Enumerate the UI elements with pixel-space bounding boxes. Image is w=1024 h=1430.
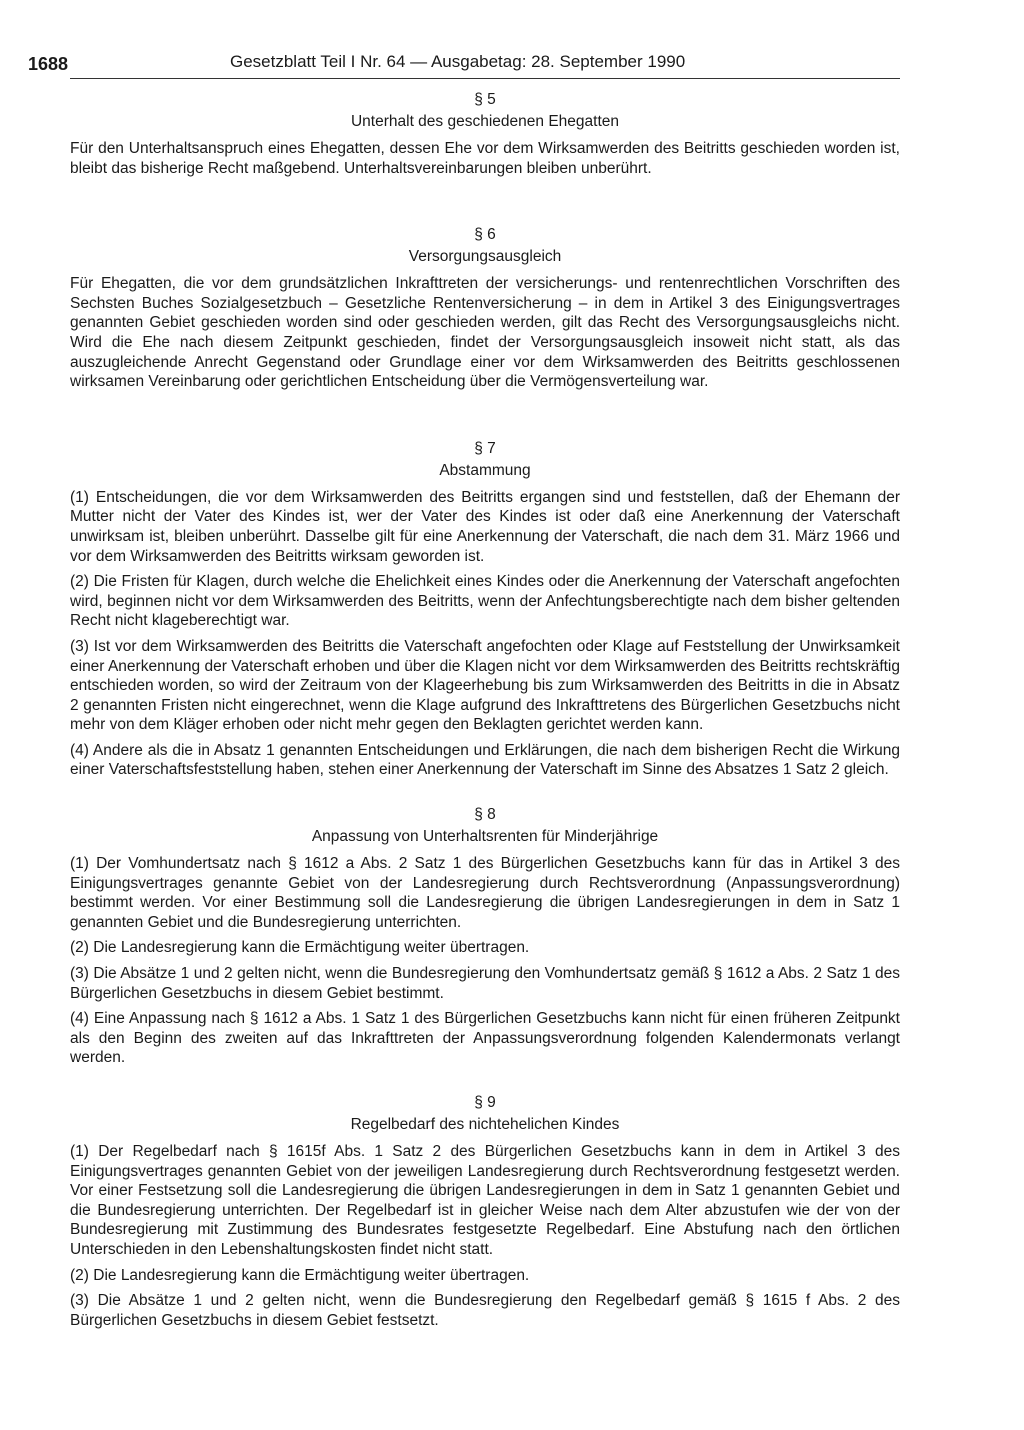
paragraph: (4) Andere als die in Absatz 1 genannten Entscheidungen und Erklärungen, die nach dem bisherigen Recht die Wirkung einer Vaterschaftsfeststellung haben, stehen einer Anerkennung der Vaterschaft im Sinne des Absatzes 1 Satz 2 gleich. (70, 741, 900, 779)
section-sign: § 6 (474, 226, 496, 244)
page-number: 1688 (28, 54, 69, 74)
section-title: Unterhalt des geschiedenen Ehegatten (350, 113, 619, 130)
paragraph: (4) Eine Anpassung nach § 1612 a Abs. 1 Satz 1 des Bürgerlichen Gesetzbuchs kann nicht für einen früheren Zeitpunkt als den Beginn des zweiten auf das Inkrafttreten der Anpassungsverordnung folgenden Kalendermonats verlangt werden. (70, 1010, 900, 1067)
paragraph: (2) Die Fristen für Klagen, durch welche die Ehelichkeit eines Kindes oder die Anerkennung der Vaterschaft angefochten wird, beginnen nicht vor dem Wirksamwerden des Beitritts, wenn der Anfechtungsberechtigte nach dem bisher geltenden Recht nicht klageberechtigt war. (70, 573, 900, 630)
gazette-header-title: Gesetzblatt Teil I Nr. 64 — Ausgabetag: 28. September 1990 (230, 52, 686, 71)
section-sign: § 5 (474, 91, 496, 108)
section-title: Abstammung (439, 461, 531, 479)
section-sign: § 9 (474, 1094, 496, 1111)
paragraph: Für Ehegatten, die vor dem grundsätzlichen Inkrafttreten der versicherungs- und rentenrechtlichen Vorschriften des Sechsten Buches Sozialgesetzbuch – Gesetzliche Rentenversicherung – in dem in Artikel 3 des Einigungsvertrages genannten Gebiet geschieden worden sind oder geschieden werden, gilt das Recht des Versorgungsausgleichs nicht. Wird die Ehe nach diesem Zeitpunkt geschieden, findet der Versorgungsausgleich insoweit nicht statt, als das auszugleichende Anrecht Gegenstand oder Grundlage einer vor dem Wirksamwerden des Beitritts geschlossenen wirksamen Vereinbarung oder gerichtlichen Entscheidung über die Vermögensverteilung war. (70, 275, 900, 391)
section-title: Versorgungsausgleich (408, 248, 562, 266)
paragraph: (3) Die Absätze 1 und 2 gelten nicht, wenn die Bundesregierung den Vomhundertsatz gemäß § 1612 a Abs. 2 Satz 1 des Bürgerlichen Gesetzbuchs in diesem Gebiet bestimmt. (70, 965, 900, 1002)
section-title: Regelbedarf des nichtehelichen Kindes (350, 1116, 620, 1133)
paragraph: (1) Der Vomhundertsatz nach § 1612 a Abs. 2 Satz 1 des Bürgerlichen Gesetzbuchs kann für das in Artikel 3 des Einigungsvertrages genannte Gebiet von der Landesregierung durch Rechtsverordnung (Anpassungsverordnung) bestimmt werden. Vor einer Bestimmung soll die Landesregierung die übrigen Landesregierungen in dem in Satz 1 genannten Gebiet und die Bundesregierung unterrichten. (70, 855, 900, 931)
page (28, 52, 900, 1336)
page-header (28, 52, 900, 79)
section-5 (70, 89, 900, 178)
section-title: Anpassung von Unterhaltsrenten für Minderjährige (311, 828, 659, 846)
paragraph: (1) Entscheidungen, die vor dem Wirksamwerden des Beitritts ergangen sind und feststellen, daß der Ehemann der Mutter nicht der Vater des Kindes ist, wer der Vater des Kindes ist oder daß eine Anerkennung der Vaterschaft unwirksam ist, bleiben unberührt. Dasselbe gilt für eine Anerkennung der Vaterschaft, die nach dem 31. März 1966 und vor dem Wirksamwerden des Beitritts wirksam geworden ist. (70, 488, 900, 565)
section-sign: § 8 (474, 806, 496, 824)
section-8 (70, 804, 900, 1068)
section-9 (70, 1092, 900, 1330)
section-sign: § 7 (474, 439, 496, 457)
paragraph: (1) Der Regelbedarf nach § 1615f Abs. 1 Satz 2 des Bürgerlichen Gesetzbuchs kann in dem in Artikel 3 des Einigungsvertrages genannten Gebiet von der jeweiligen Landesregierung durch Rechtsverordnung festgesetzt werden. Vor einer Festsetzung soll die Landesregierung die übrigen Landesregierungen in dem in Satz 1 genannten Gebiet und die Bundesregierung unterrichten. Der Regelbedarf ist in gleicher Weise nach dem Alter abzustufen wie der von der Bundesregierung mit Zustimmung des Bundesrates festgesetzte Regelbedarf. Eine Abstufung nach den örtlichen Unterschieden in den Lebenshaltungskosten findet nicht statt. (70, 1143, 900, 1258)
paragraph: (2) Die Landesregierung kann die Ermächtigung weiter übertragen. (70, 1266, 530, 1284)
paragraph: (3) Ist vor dem Wirksamwerden des Beitritts die Vaterschaft angefochten oder Klage auf Feststellung der Unwirksamkeit einer Anerkennung der Vaterschaft erhoben und über die Klagen nicht vor dem Wirksamwerden des Beitritts rechtskräftig entschieden worden, so wird der Zeitraum von der Klageerhebung bis zum Wirksamwerden des Beitritts in die in Absatz 2 genannten Fristen nicht eingerechnet, wenn die Klage aufgrund des Inkrafttretens des Bürgerlichen Gesetzbuchs nicht mehr von dem Kläger erhoben oder nicht mehr gegen den Beklagten gerichtet werden kann. (70, 637, 900, 734)
section-6 (70, 224, 900, 392)
section-7 (70, 438, 900, 780)
paragraph: (2) Die Landesregierung kann die Ermächtigung weiter übertragen. (70, 939, 530, 957)
paragraph: Für den Unterhaltsanspruch eines Ehegatten, dessen Ehe vor dem Wirksamwerden des Beitritts geschieden worden ist, bleibt das bisherige Recht maßgebend. Unterhaltsvereinbarungen bleiben unberührt. (70, 140, 900, 177)
paragraph: (3) Die Absätze 1 und 2 gelten nicht, wenn die Bundesregierung den Regelbedarf gemäß § 1615 f Abs. 2 des Bürgerlichen Gesetzbuchs in diesem Gebiet festsetzt. (70, 1292, 900, 1329)
